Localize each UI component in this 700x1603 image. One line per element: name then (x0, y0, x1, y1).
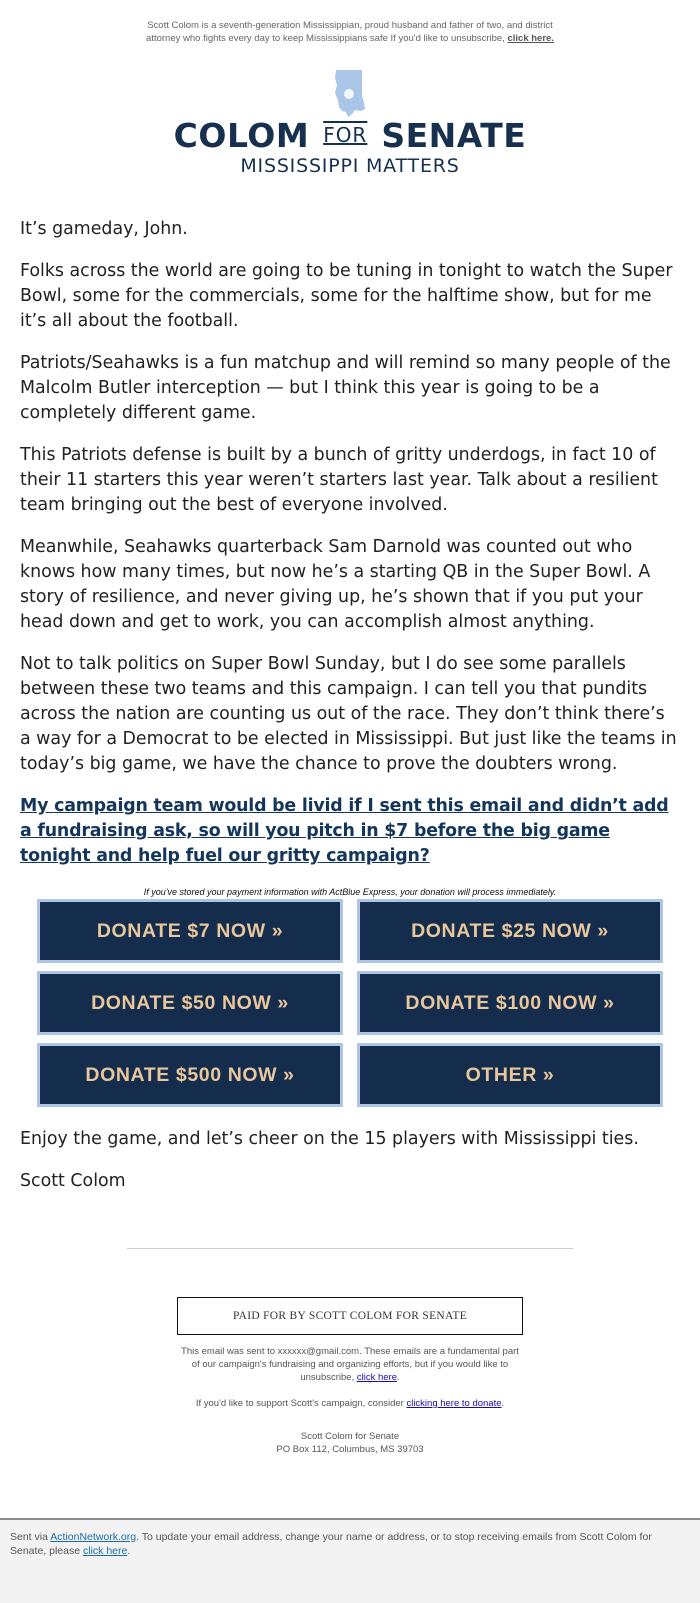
footer-unsubscribe-link[interactable]: click here (356, 1372, 397, 1383)
bottom-bar-text: . To update your email address, change your name or address, or to stop receiving emails from Scott Colom for Senate, please (10, 1531, 652, 1557)
bottom-bar-sent-via: Sent via (10, 1531, 48, 1543)
logo-word-senate: SENATE (381, 116, 527, 155)
logo-title (0, 117, 700, 154)
mississippi-state-icon (332, 69, 368, 119)
greeting: It’s gameday, John. (20, 219, 188, 239)
donate-100-button[interactable]: DONATE $100 NOW » (357, 971, 663, 1035)
footer-support: If you'd like to support Scott's campaign, consider clicking here to donate. (195, 1398, 505, 1409)
paragraph: Patriots/Seahawks is a fun matchup and will remind so many people of the Malcolm Butler interception — but I think this year is going to be a completely different game. (20, 353, 671, 423)
logo-word-colom: COLOM (173, 116, 310, 155)
footer-support-text: If you'd like to support Scott's campaign, consider (195, 1398, 404, 1409)
footer-org-name: Scott Colom for Senate (300, 1431, 400, 1442)
action-network-bar: Sent via ActionNetwork.org. To update your email address, change your name or address, or to stop receiving emails from Scott Colom for Senate, please click here. (0, 1518, 700, 1603)
letter-body (0, 217, 700, 869)
donate-7-button[interactable]: DONATE $7 NOW » (37, 899, 343, 963)
action-network-link[interactable]: ActionNetwork.org (50, 1531, 137, 1543)
paragraph: This Patriots defense is built by a bunch of gritty underdogs, in fact 10 of their 11 starters this year weren’t starters last year. Talk about a resilient team bringing out the best of everyone involved. (20, 445, 658, 515)
footer-sent-to-text: This email was sent to xxxxxx@gmail.com. These emails are a fundamental part of our campaign's fundraising and organizing efforts, but if you would like to unsubscribe, (181, 1346, 519, 1383)
paid-for-box: PAID FOR BY SCOTT COLOM FOR SENATE (177, 1297, 523, 1335)
footer-divider (127, 1248, 573, 1249)
footer-donate-link[interactable]: clicking here to donate (406, 1398, 502, 1409)
preheader (130, 19, 570, 45)
bottom-bar-click-here-link[interactable]: click here (82, 1545, 128, 1557)
donate-other-button[interactable]: OTHER » (357, 1043, 663, 1107)
footer-postal-address: PO Box 112, Columbus, MS 39703 (276, 1444, 424, 1455)
logo-word-for: FOR (323, 123, 368, 147)
fundraising-ask (20, 794, 680, 869)
preheader-text: Scott Colom is a seventh-generation Mississippian, proud husband and father of two, and district attorney who fights every day to keep Mississippians safe If you'd like to unsubscribe, (146, 20, 553, 44)
paragraph: Meanwhile, Seahawks quarterback Sam Darnold was counted out who knows how many times, but now he’s a starting QB in the Super Bowl. A story of resilience, and never giving up, he’s shown that if you put your head down and get to work, you can accomplish almost anything. (20, 537, 651, 632)
closing (0, 1127, 700, 1194)
donate-500-button[interactable]: DONATE $500 NOW » (37, 1043, 343, 1107)
paragraph: Folks across the world are going to be tuning in tonight to watch the Super Bowl, some for the commercials, some for the halftime show, but for me it’s all about the football. (20, 261, 673, 331)
actblue-note: If you've stored your payment information with ActBlue Express, your donation will process immediately. (143, 887, 557, 897)
closing-line: Enjoy the game, and let’s cheer on the 15 players with Mississippi ties. (20, 1129, 639, 1149)
paragraph: Not to talk politics on Super Bowl Sunday, but I do see some parallels between these two teams and this campaign. I can tell you that pundits across the nation are counting us out of the race. They don’t think there’s a way for a Democrat to be elected in Mississippi. But just like the teams in today’s big game, we have the chance to prove the doubters wrong. (20, 654, 677, 774)
donate-50-button[interactable]: DONATE $50 NOW » (37, 971, 343, 1035)
campaign-logo (0, 69, 700, 189)
signature: Scott Colom (20, 1171, 126, 1191)
footer-sent-to: This email was sent to xxxxxx@gmail.com. These emails are a fundamental part of our campaign's fundraising and organizing efforts, but if you would like to unsubscribe, click here. (181, 1346, 519, 1383)
preheader-unsubscribe-link[interactable]: click here. (507, 33, 554, 44)
donate-button-grid (37, 899, 663, 1107)
donate-25-button[interactable]: DONATE $25 NOW » (357, 899, 663, 963)
footer-address (180, 1430, 520, 1456)
fundraising-ask-link[interactable]: My campaign team would be livid if I sent this email and didn’t add a fundraising ask, so will you pitch in $7 before the big game tonight and help fuel our gritty campaign? (20, 796, 669, 866)
logo-tagline: MISSISSIPPI MATTERS (240, 155, 460, 177)
